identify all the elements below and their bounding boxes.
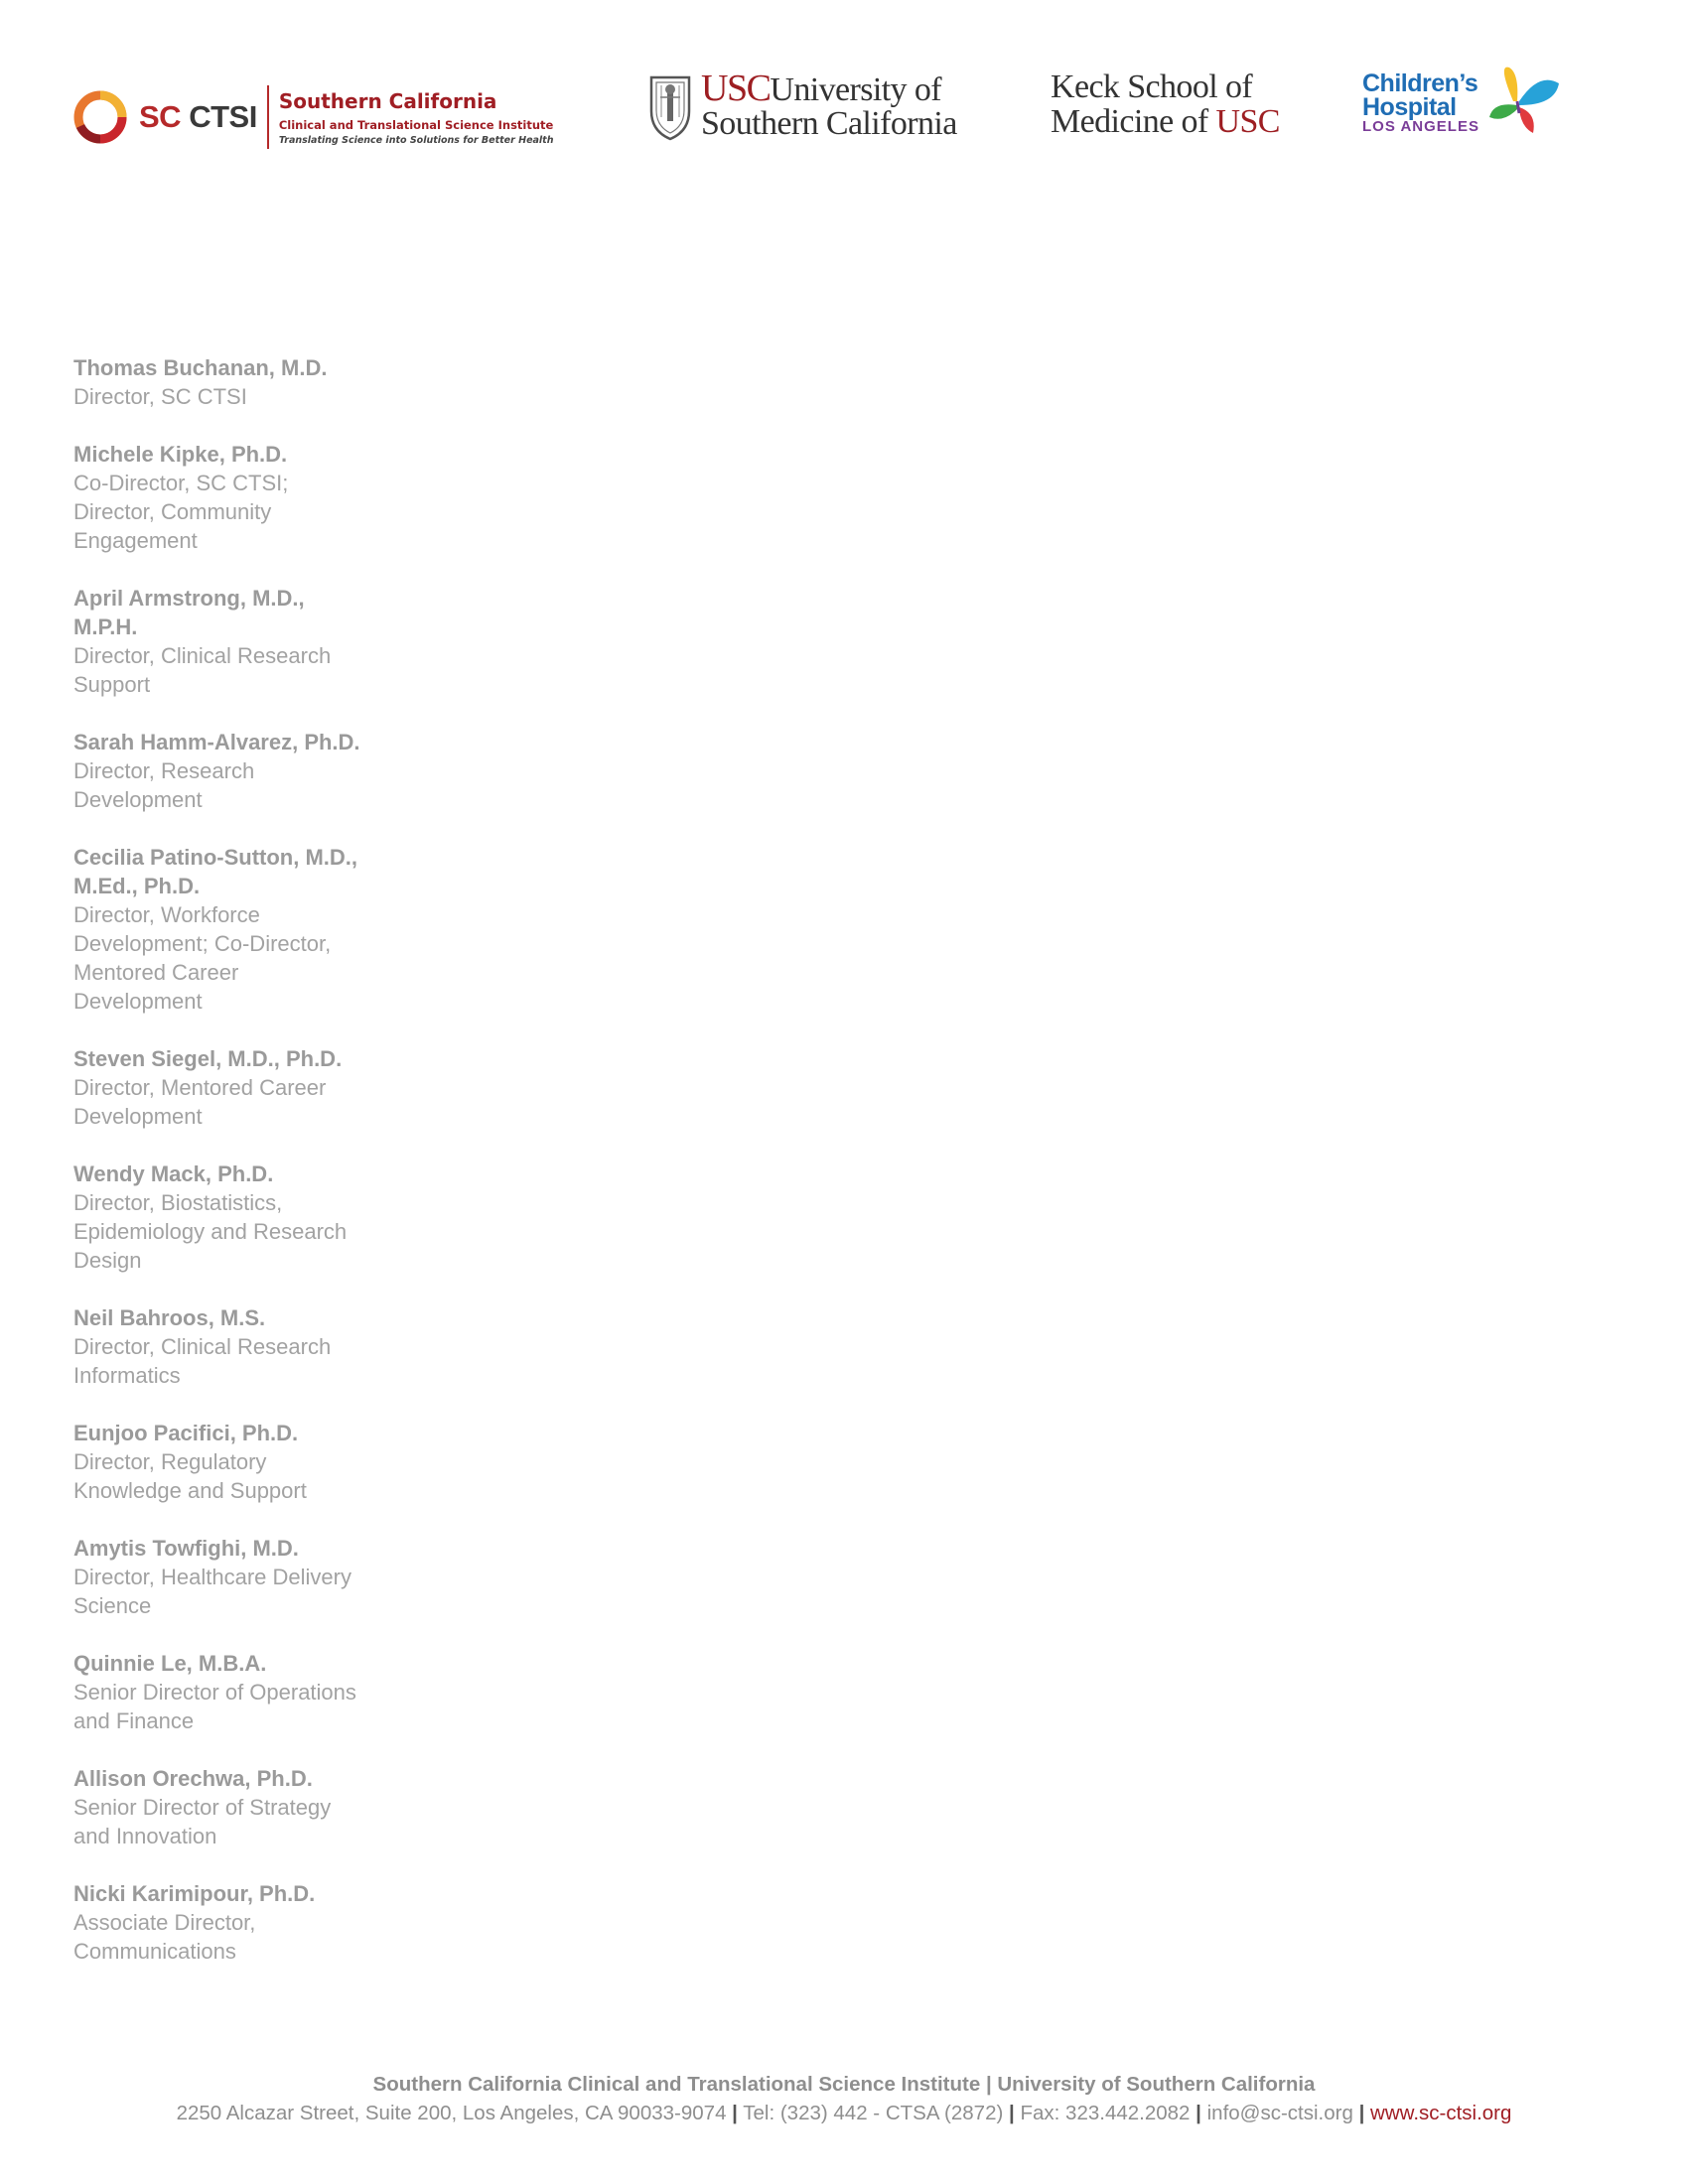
letterhead-header: [0, 0, 1688, 179]
letterhead-footer: [0, 2071, 1688, 2128]
usc-logo: [647, 68, 957, 142]
staff-name: Sarah Hamm-Alvarez, Ph.D.: [73, 730, 360, 754]
chla-line2: Hospital: [1362, 93, 1457, 121]
staff-entry: [73, 1419, 401, 1505]
staff-role: Director, Biostatistics, Epidemiology and Research Design: [73, 1190, 348, 1273]
staff-entry: [73, 440, 401, 555]
chla-line3: LOS ANGELES: [1362, 118, 1479, 135]
sc-mark-ctsi: CTSI: [189, 99, 257, 134]
sc-ctsi-divider: [267, 85, 269, 149]
staff-name: Steven Siegel, M.D., Ph.D.: [73, 1046, 343, 1071]
sc-ctsi-ring-icon: [71, 88, 129, 146]
footer-website-link[interactable]: www.sc-ctsi.org: [1370, 2102, 1512, 2124]
staff-name: Eunjoo Pacifici, Ph.D.: [73, 1421, 299, 1445]
staff-name: Wendy Mack, Ph.D.: [73, 1161, 274, 1186]
sc-ctsi-wordmark: [139, 99, 257, 135]
sc-mark-sc: SC: [139, 99, 182, 134]
staff-role: Director, Clinical Research Support: [73, 643, 332, 697]
leadership-list: [73, 353, 401, 1994]
staff-name: Thomas Buchanan, M.D.: [73, 355, 328, 380]
staff-role: Senior Director of Operations and Finance: [73, 1680, 356, 1733]
staff-name: Allison Orechwa, Ph.D.: [73, 1766, 313, 1791]
sc-ctsi-text: [279, 89, 554, 146]
staff-entry: [73, 1649, 401, 1735]
chla-logo: [1362, 62, 1561, 151]
usc-mark: USC: [701, 68, 771, 109]
usc-line2: Southern California: [701, 105, 957, 142]
staff-name: April Armstrong, M.D., M.P.H.: [73, 586, 305, 639]
staff-role: Director, SC CTSI: [73, 384, 247, 409]
staff-role: Associate Director, Communications: [73, 1910, 256, 1964]
footer-separator: |: [1196, 2102, 1201, 2124]
sc-ctsi-tagline: Translating Science into Solutions for Better Health: [278, 134, 554, 146]
keck-usc: USC: [1215, 103, 1280, 140]
chla-butterfly-icon: [1479, 62, 1561, 141]
footer-fax: Fax: 323.442.2082: [1020, 2102, 1191, 2124]
usc-seal-icon: [647, 71, 693, 141]
staff-role: Director, Research Development: [73, 758, 255, 812]
footer-separator: |: [1009, 2102, 1015, 2124]
keck-line2-prefix: Medicine of: [1051, 103, 1216, 140]
staff-name: Cecilia Patino-Sutton, M.D., M.Ed., Ph.D.: [73, 845, 358, 898]
footer-address: 2250 Alcazar Street, Suite 200, Los Angeles, CA 90033-9074: [176, 2102, 727, 2124]
staff-entry: [73, 1879, 401, 1966]
staff-role: Director, Healthcare Delivery Science: [73, 1565, 352, 1618]
staff-entry: [73, 1044, 401, 1131]
footer-contact-line: [0, 2099, 1688, 2128]
staff-name: Nicki Karimipour, Ph.D.: [73, 1881, 316, 1906]
staff-entry: [73, 1534, 401, 1620]
usc-wordmark: [701, 68, 957, 142]
staff-role: Director, Regulatory Knowledge and Support: [73, 1449, 307, 1503]
staff-name: Amytis Towfighi, M.D.: [73, 1536, 299, 1561]
staff-entry: [73, 584, 401, 699]
staff-name: Michele Kipke, Ph.D.: [73, 442, 288, 467]
staff-entry: [73, 353, 401, 411]
staff-role: Director, Workforce Development; Co-Director, Mentored Career Development: [73, 902, 332, 1014]
footer-title: Southern California Clinical and Translational Science Institute | University of Southern California: [372, 2073, 1316, 2096]
staff-role: Co-Director, SC CTSI; Director, Community Engagement: [73, 471, 289, 553]
staff-role: Director, Clinical Research Informatics: [73, 1334, 332, 1388]
sc-ctsi-name: Southern California: [278, 88, 497, 113]
footer-separator: |: [1358, 2102, 1365, 2124]
footer-email[interactable]: info@sc-ctsi.org: [1206, 2102, 1353, 2124]
footer-separator: |: [732, 2102, 738, 2124]
staff-name: Neil Bahroos, M.S.: [73, 1305, 266, 1330]
staff-entry: [73, 1764, 401, 1850]
staff-role: Senior Director of Strategy and Innovation: [73, 1795, 332, 1848]
staff-entry: [73, 1303, 401, 1390]
sc-ctsi-logo: [71, 77, 553, 157]
sc-ctsi-full-name: Clinical and Translational Science Institute: [278, 117, 554, 132]
chla-line1: Children’s: [1362, 69, 1478, 97]
footer-tel: Tel: (323) 442 - CTSA (2872): [743, 2102, 1004, 2124]
staff-name: Quinnie Le, M.B.A.: [73, 1651, 267, 1676]
staff-role: Director, Mentored Career Development: [73, 1075, 327, 1129]
usc-line1: University of: [770, 71, 941, 108]
chla-wordmark: [1362, 71, 1479, 135]
staff-entry: [73, 843, 401, 1016]
keck-line1: Keck School of: [1051, 68, 1253, 105]
staff-entry: [73, 1160, 401, 1275]
staff-entry: [73, 728, 401, 814]
keck-logo: [1051, 69, 1280, 139]
